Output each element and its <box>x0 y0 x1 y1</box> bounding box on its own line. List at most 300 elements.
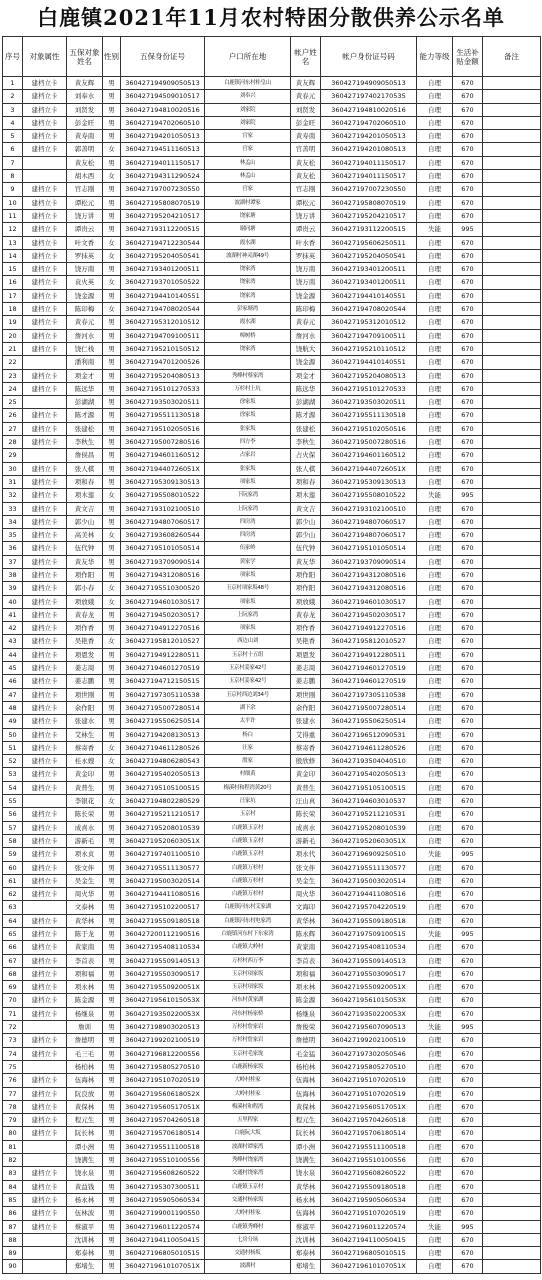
id-cell: 360427196805010515 <box>121 1247 205 1260</box>
residence-cell: 徐家坂 <box>205 396 291 409</box>
table-row <box>3 808 541 821</box>
table-row <box>3 1074 541 1087</box>
allowance-cell: 670 <box>453 582 483 595</box>
remark-cell <box>483 515 541 528</box>
residence-cell: 白鹿镇万杉村 <box>205 861 291 874</box>
id-cell: 360427195506250514 <box>121 715 205 728</box>
gender-cell: 女 <box>103 249 121 262</box>
table-row <box>3 715 541 728</box>
attribute-cell: 建档立卡 <box>23 263 67 276</box>
attribute-cell: 建档立卡 <box>23 595 67 608</box>
seq-cell: 47 <box>3 688 23 701</box>
remark-cell <box>483 1034 541 1047</box>
name-cell: 项恩发 <box>67 648 103 661</box>
id-cell: 360427194201050513 <box>121 130 205 143</box>
remark-cell <box>483 276 541 289</box>
table-row <box>3 223 541 236</box>
account-name-cell: 项金才 <box>291 369 321 382</box>
table-row <box>3 555 541 568</box>
name-cell: 郭小春 <box>67 582 103 595</box>
id-cell: 360427193401200511 <box>121 263 205 276</box>
ability-cell: 自理 <box>417 329 453 342</box>
ability-cell: 失能 <box>417 489 453 502</box>
account-id-cell: 360427194312080516 <box>321 582 417 595</box>
gender-cell: 男 <box>103 981 121 994</box>
account-name-cell: 陈长荣 <box>291 808 321 821</box>
residence-cell: 饶家湾 <box>205 342 291 355</box>
table-row <box>3 156 541 169</box>
id-cell: 360427195511130577 <box>121 861 205 874</box>
id-cell: 36042719440726051X <box>121 462 205 475</box>
allowance-cell: 670 <box>453 635 483 648</box>
allowance-cell: 670 <box>453 1233 483 1246</box>
gender-cell: 男 <box>103 475 121 488</box>
gender-cell: 男 <box>103 436 121 449</box>
remark-cell <box>483 196 541 209</box>
account-name-cell: 陈远华 <box>291 382 321 395</box>
table-row <box>3 1021 541 1034</box>
gender-cell: 男 <box>103 409 121 422</box>
account-id-cell: 360427195511100518 <box>321 1140 417 1153</box>
remark-cell <box>483 928 541 941</box>
name-cell: 项金才 <box>67 369 103 382</box>
name-cell: 彭金旺 <box>67 116 103 129</box>
account-name-cell: 黄保林 <box>291 1100 321 1113</box>
table-row <box>3 276 541 289</box>
header-account-name: 帐户姓名 <box>291 37 321 77</box>
ability-cell: 自理 <box>417 316 453 329</box>
gender-cell: 男 <box>103 662 121 675</box>
remark-cell <box>483 529 541 542</box>
name-cell: 黄金印 <box>67 768 103 781</box>
name-cell: 毛三毛 <box>67 1047 103 1060</box>
attribute-cell <box>23 170 67 183</box>
id-cell: 36042719561015053X <box>121 994 205 1007</box>
allowance-cell: 670 <box>453 1207 483 1220</box>
table-row <box>3 1233 541 1246</box>
attribute-cell: 建档立卡 <box>23 489 67 502</box>
residence-cell: 万杉村西万李 <box>205 954 291 967</box>
table-row <box>3 183 541 196</box>
name-cell: 饶仁栈 <box>67 342 103 355</box>
id-cell: 36042719560517051X <box>121 1100 205 1113</box>
residence-cell: 白鹿镇河东村电家湾 <box>205 914 291 927</box>
gender-cell: 男 <box>103 369 121 382</box>
seq-cell: 15 <box>3 263 23 276</box>
table-row <box>3 568 541 581</box>
residence-cell: 白鹿镇玉京村 <box>205 821 291 834</box>
table-row <box>3 595 541 608</box>
account-id-cell: 360427197509100515 <box>321 928 417 941</box>
seq-cell: 61 <box>3 874 23 887</box>
attribute-cell: 建档立卡 <box>23 1220 67 1233</box>
name-cell: 刘贤发 <box>67 103 103 116</box>
seq-cell: 3 <box>3 103 23 116</box>
allowance-cell: 670 <box>453 834 483 847</box>
name-cell: 彭湖湖 <box>67 396 103 409</box>
attribute-cell <box>23 1260 67 1273</box>
remark-cell <box>483 342 541 355</box>
attribute-cell: 建档立卡 <box>23 1127 67 1140</box>
seq-cell: 49 <box>3 715 23 728</box>
ability-cell: 自理 <box>417 156 453 169</box>
remark-cell <box>483 289 541 302</box>
remark-cell <box>483 409 541 422</box>
gender-cell: 女 <box>103 582 121 595</box>
seq-cell: 74 <box>3 1047 23 1060</box>
table-row <box>3 582 541 595</box>
gender-cell: 男 <box>103 768 121 781</box>
gender-cell: 男 <box>103 1260 121 1273</box>
table-row <box>3 1247 541 1260</box>
account-id-cell: 360427195204080513 <box>321 369 417 382</box>
account-id-cell: 360427196805010515 <box>321 1247 417 1260</box>
allowance-cell: 670 <box>453 356 483 369</box>
allowance-cell: 670 <box>453 303 483 316</box>
id-cell: 36042719560618052X <box>121 1087 205 1100</box>
residence-cell: 上阮家湾 <box>205 608 291 621</box>
table-row <box>3 675 541 688</box>
residence-cell: 交通村饶家湾 <box>205 1167 291 1180</box>
account-name-cell: 余作阳 <box>291 701 321 714</box>
account-name-cell: 张人棋 <box>291 462 321 475</box>
seq-cell: 29 <box>3 449 23 462</box>
seq-cell: 86 <box>3 1207 23 1220</box>
attribute-cell: 建档立卡 <box>23 103 67 116</box>
allowance-cell: 995 <box>453 1021 483 1034</box>
allowance-cell: 670 <box>453 1180 483 1193</box>
seq-cell: 79 <box>3 1114 23 1127</box>
allowance-cell: 670 <box>453 329 483 342</box>
name-cell: 官志刚 <box>67 183 103 196</box>
table-row <box>3 914 541 927</box>
account-id-cell: 360427195808070519 <box>321 196 417 209</box>
attribute-cell: 建档立卡 <box>23 688 67 701</box>
header-ability: 能力等级 <box>417 37 453 77</box>
gender-cell: 男 <box>103 209 121 222</box>
residence-cell: 上阮家湾 <box>205 502 291 515</box>
id-cell: 36042719550920051X <box>121 981 205 994</box>
allowance-cell: 670 <box>453 741 483 754</box>
table-row <box>3 608 541 621</box>
account-id-cell: 360427194810020516 <box>321 103 417 116</box>
id-cell: 360427194411080516 <box>121 888 205 901</box>
account-name-cell: 姜志鹏 <box>291 675 321 688</box>
name-cell: 黄益钱 <box>67 1180 103 1193</box>
gender-cell: 男 <box>103 462 121 475</box>
remark-cell <box>483 914 541 927</box>
header-residence: 户口所在地 <box>205 37 291 77</box>
account-name-cell: 吴金生 <box>291 874 321 887</box>
table-row <box>3 741 541 754</box>
seq-cell: 26 <box>3 409 23 422</box>
allowance-cell: 670 <box>453 994 483 1007</box>
gender-cell: 男 <box>103 994 121 1007</box>
attribute-cell: 建档立卡 <box>23 422 67 435</box>
account-name-cell: 伍海林 <box>291 1207 321 1220</box>
residence-cell: 下阮家湾 <box>205 489 291 502</box>
allowance-cell: 670 <box>453 449 483 462</box>
account-name-cell: 郭少山 <box>291 515 321 528</box>
seq-cell: 22 <box>3 356 23 369</box>
id-cell: 360427196812200556 <box>121 1047 205 1060</box>
residence-cell: 白鹿镇玉京村 <box>205 848 291 861</box>
remark-cell <box>483 608 541 621</box>
attribute-cell: 建档立卡 <box>23 701 67 714</box>
allowance-cell: 670 <box>453 941 483 954</box>
residence-cell: 五里程家 <box>205 1114 291 1127</box>
account-name-cell: 伍海林 <box>291 1074 321 1087</box>
account-id-cell: 360427195101270533 <box>321 382 417 395</box>
ability-cell: 自理 <box>417 502 453 515</box>
allowance-cell: 670 <box>453 515 483 528</box>
account-id-cell: 360427195511130577 <box>321 861 417 874</box>
account-id-cell: 360427194702060510 <box>321 116 417 129</box>
account-name-cell: 项恩发 <box>291 648 321 661</box>
ability-cell: 自理 <box>417 568 453 581</box>
account-name-cell: 彭金旺 <box>291 116 321 129</box>
residence-cell: 项家坂 <box>205 595 291 608</box>
ability-cell: 自理 <box>417 382 453 395</box>
account-id-cell: 36042719560517051X <box>321 1100 417 1113</box>
name-cell: 伍林波 <box>67 1207 103 1220</box>
ability-cell: 自理 <box>417 808 453 821</box>
account-name-cell: 吴艳香 <box>291 635 321 648</box>
remark-cell <box>483 728 541 741</box>
attribute-cell <box>23 1021 67 1034</box>
account-id-cell: 360427195608260522 <box>321 1167 417 1180</box>
name-cell: 詹河水 <box>67 329 103 342</box>
seq-cell: 75 <box>3 1060 23 1073</box>
account-id-cell: 360427193112200515 <box>321 223 417 236</box>
gender-cell: 男 <box>103 542 121 555</box>
residence-cell: 彭家塘湾 <box>205 303 291 316</box>
account-name-cell: 陈永辉 <box>291 928 321 941</box>
residence-cell: 万杉村詹家岩 <box>205 1021 291 1034</box>
attribute-cell: 建档立卡 <box>23 475 67 488</box>
seq-cell: 67 <box>3 954 23 967</box>
id-cell: 360427194110050415 <box>121 1233 205 1246</box>
residence-cell: 刘家院 <box>205 116 291 129</box>
allowance-cell: 670 <box>453 369 483 382</box>
id-cell: 360427194410140551 <box>121 289 205 302</box>
seq-cell: 88 <box>3 1233 23 1246</box>
gender-cell: 男 <box>103 1233 121 1246</box>
ability-cell: 自理 <box>417 715 453 728</box>
attribute-cell: 建档立卡 <box>23 1180 67 1193</box>
allowance-cell: 670 <box>453 662 483 675</box>
id-cell: 360427194601030517 <box>121 595 205 608</box>
table-row <box>3 928 541 941</box>
table-row <box>3 1220 541 1233</box>
account-id-cell: 360427195211210531 <box>321 808 417 821</box>
name-cell: 谭贵云 <box>67 223 103 236</box>
name-cell: 陈金源 <box>67 994 103 1007</box>
residence-cell: 大岭村桂家 <box>205 1074 291 1087</box>
ability-cell: 自理 <box>417 1154 453 1167</box>
gender-cell: 女 <box>103 635 121 648</box>
remark-cell <box>483 223 541 236</box>
account-id-cell: 360427195204050541 <box>321 249 417 262</box>
id-cell: 360427196011220574 <box>121 1220 205 1233</box>
table-row <box>3 382 541 395</box>
allowance-cell: 670 <box>453 209 483 222</box>
table-row <box>3 861 541 874</box>
account-name-cell: 陈才源 <box>291 409 321 422</box>
ability-cell: 自理 <box>417 90 453 103</box>
remark-cell <box>483 755 541 768</box>
allowance-cell: 670 <box>453 342 483 355</box>
allowance-cell: 670 <box>453 954 483 967</box>
account-id-cell: 36042719350220053X <box>321 1007 417 1020</box>
account-id-cell: 360427193401200511 <box>321 263 417 276</box>
account-name-cell: 陈金源 <box>291 994 321 1007</box>
residence-cell: 玉京村姜家42号 <box>205 675 291 688</box>
remark-cell <box>483 648 541 661</box>
ability-cell: 自理 <box>417 529 453 542</box>
attribute-cell: 建档立卡 <box>23 568 67 581</box>
account-name-cell: 黄友辉 <box>291 77 321 90</box>
account-name-cell: 蔡淑平 <box>291 1220 321 1233</box>
name-cell: 阮长林 <box>67 1127 103 1140</box>
id-cell: 360427194701200526 <box>121 356 205 369</box>
seq-cell: 51 <box>3 741 23 754</box>
remark-cell <box>483 489 541 502</box>
allowance-cell: 670 <box>453 1047 483 1060</box>
table-row <box>3 1207 541 1220</box>
ability-cell: 自理 <box>417 356 453 369</box>
ability-cell: 自理 <box>417 289 453 302</box>
attribute-cell: 建档立卡 <box>23 914 67 927</box>
seq-cell: 84 <box>3 1180 23 1193</box>
residence-cell: 七房分场 <box>205 1233 291 1246</box>
ability-cell: 自理 <box>417 1127 453 1140</box>
name-cell: 黄寿南 <box>67 130 103 143</box>
attribute-cell: 建档立卡 <box>23 755 67 768</box>
gender-cell: 女 <box>103 303 121 316</box>
residence-cell: 白鹿镇玉京村 <box>205 834 291 847</box>
name-cell: 詹训 <box>67 1021 103 1034</box>
ability-cell: 自理 <box>417 901 453 914</box>
roster-table <box>2 36 541 1274</box>
account-name-cell: 项世刚 <box>291 688 321 701</box>
seq-cell: 11 <box>3 209 23 222</box>
residence-cell: 村细黄 <box>205 768 291 781</box>
remark-cell <box>483 170 541 183</box>
id-cell: 360427195510100556 <box>121 1154 205 1167</box>
table-row <box>3 209 541 222</box>
name-cell: 谭松元 <box>67 196 103 209</box>
gender-cell: 男 <box>103 1087 121 1100</box>
account-name-cell: 李首表 <box>291 954 321 967</box>
name-cell: 罗抹英 <box>67 249 103 262</box>
attribute-cell: 建档立卡 <box>23 728 67 741</box>
account-id-cell: 360427195312010512 <box>321 316 417 329</box>
attribute-cell: 建档立卡 <box>23 143 67 156</box>
table-row <box>3 994 541 1007</box>
seq-cell: 10 <box>3 196 23 209</box>
name-cell: 陈于龙 <box>67 928 103 941</box>
id-cell: 360427194709100511 <box>121 329 205 342</box>
attribute-cell: 建档立卡 <box>23 675 67 688</box>
attribute-cell: 建档立卡 <box>23 1007 67 1020</box>
table-row <box>3 1060 541 1073</box>
ability-cell: 自理 <box>417 1100 453 1113</box>
id-cell: 360427194912280511 <box>121 648 205 661</box>
gender-cell: 男 <box>103 156 121 169</box>
account-id-cell: 360427194603010537 <box>321 795 417 808</box>
account-id-cell: 360427195503090517 <box>321 967 417 980</box>
account-name-cell: 项作香 <box>291 622 321 635</box>
seq-cell: 83 <box>3 1167 23 1180</box>
name-cell: 黄春龙 <box>67 608 103 621</box>
ability-cell: 自理 <box>417 1167 453 1180</box>
id-cell: 360427194601160512 <box>121 449 205 462</box>
allowance-cell: 670 <box>453 967 483 980</box>
account-id-cell: 360427195107020519 <box>321 1207 417 1220</box>
account-id-cell: 360427194601270519 <box>321 675 417 688</box>
table-row <box>3 462 541 475</box>
gender-cell: 男 <box>103 688 121 701</box>
attribute-cell <box>23 449 67 462</box>
remark-cell <box>483 1220 541 1233</box>
table-row <box>3 249 541 262</box>
table-row <box>3 396 541 409</box>
seq-cell: 56 <box>3 808 23 821</box>
allowance-cell: 670 <box>453 1260 483 1273</box>
attribute-cell <box>23 1154 67 1167</box>
seq-cell: 8 <box>3 170 23 183</box>
seq-cell: 14 <box>3 249 23 262</box>
allowance-cell: 670 <box>453 542 483 555</box>
name-cell: 蔡淑平 <box>67 1220 103 1233</box>
allowance-cell: 670 <box>453 701 483 714</box>
ability-cell: 失能 <box>417 223 453 236</box>
ability-cell: 自理 <box>417 342 453 355</box>
ability-cell: 自理 <box>417 1207 453 1220</box>
account-id-cell: 360427197302050546 <box>321 1047 417 1060</box>
gender-cell: 男 <box>103 928 121 941</box>
ability-cell: 自理 <box>417 1074 453 1087</box>
attribute-cell: 建档立卡 <box>23 981 67 994</box>
gender-cell: 男 <box>103 396 121 409</box>
gender-cell: 男 <box>103 223 121 236</box>
account-name-cell: 罗抹英 <box>291 249 321 262</box>
allowance-cell: 670 <box>453 289 483 302</box>
ability-cell: 自理 <box>417 728 453 741</box>
ability-cell: 自理 <box>417 396 453 409</box>
remark-cell <box>483 568 541 581</box>
account-name-cell: 杨继泉 <box>291 1007 321 1020</box>
id-cell: 360427194011150517 <box>121 156 205 169</box>
gender-cell: 女 <box>103 170 121 183</box>
seq-cell: 48 <box>3 701 23 714</box>
account-id-cell: 360427194601160512 <box>321 449 417 462</box>
table-row <box>3 409 541 422</box>
remark-cell <box>483 675 541 688</box>
gender-cell: 男 <box>103 1127 121 1140</box>
attribute-cell: 建档立卡 <box>23 502 67 515</box>
allowance-cell: 995 <box>453 848 483 861</box>
residence-cell: 四方李 <box>205 436 291 449</box>
remark-cell <box>483 316 541 329</box>
table-row <box>3 622 541 635</box>
table-row <box>3 356 541 369</box>
name-cell: 陈印梅 <box>67 303 103 316</box>
id-cell: 360427194909050513 <box>121 77 205 90</box>
remark-cell <box>483 834 541 847</box>
seq-cell: 6 <box>3 143 23 156</box>
